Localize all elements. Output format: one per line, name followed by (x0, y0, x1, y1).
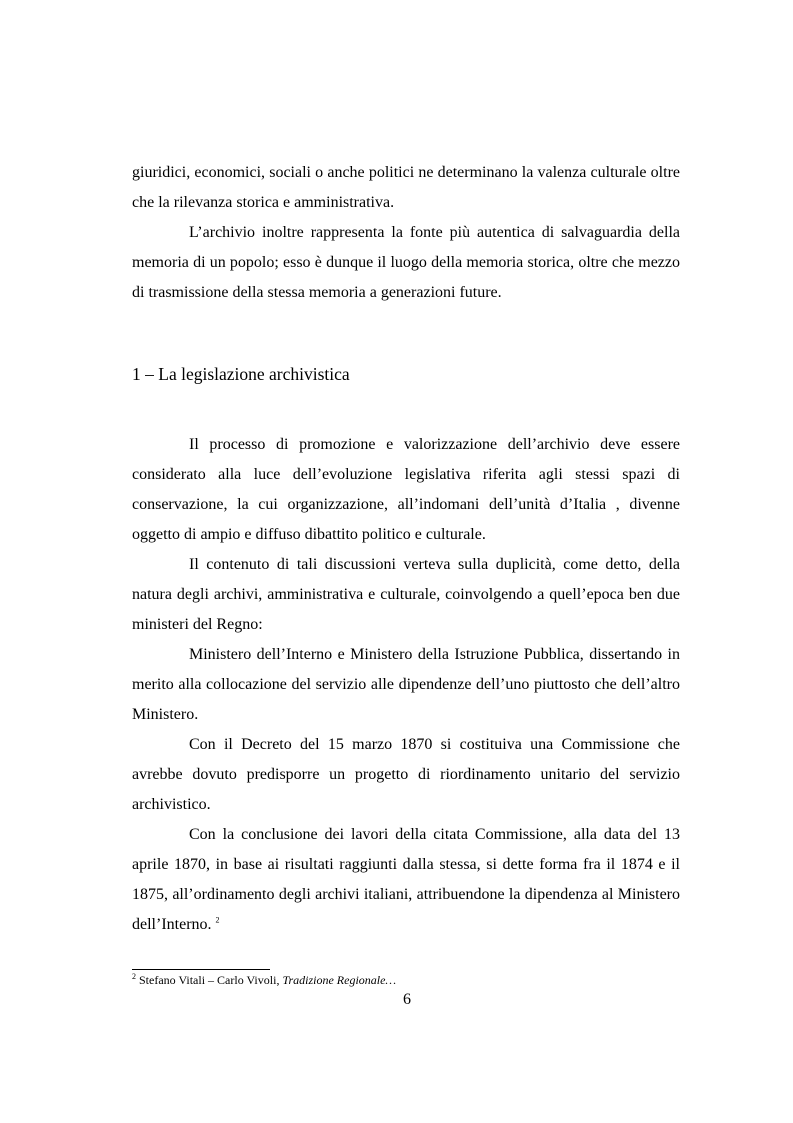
footnote-authors: Stefano Vitali – Carlo Vivoli, (136, 973, 283, 987)
section-heading: 1 – La legislazione archivistica (132, 364, 350, 384)
section-paragraph-3: Ministero dell’Interno e Ministero della Istruzione Pubblica, dissertando in merito alla collocazione del servizio alle dipendenze dell’uno piuttosto che dell’altro Ministero. (132, 646, 680, 723)
section-body (132, 430, 680, 940)
footnote-marker: 2 (132, 972, 136, 981)
footnote-title: Tradizione Regionale… (282, 973, 397, 987)
page-number: 6 (403, 991, 411, 1008)
footnote-divider (132, 969, 270, 970)
footnote (132, 973, 680, 987)
page-body (132, 158, 680, 940)
intro-paragraph-1: giuridici, economici, sociali o anche politici ne determinano la valenza culturale oltre che la rilevanza storica e amministrativa. (132, 164, 680, 211)
section-paragraph-5 (132, 820, 680, 940)
section-paragraph-5-text: Con la conclusione dei lavori della citata Commissione, alla data del 13 aprile 1870, in base ai risultati raggiunti dalla stessa, si dette forma fra il 1874 e il 1875, all’ordinamento degli archivi italiani, attribuendone la dipendenza al Ministero dell’Interno. (132, 826, 680, 933)
footnote-reference: 2 (215, 915, 220, 925)
intro-paragraph-2: L’archivio inoltre rappresenta la fonte più autentica di salvaguardia della memoria di un popolo; esso è dunque il luogo della memoria storica, oltre che mezzo di trasmissione della stessa memoria a generazioni future. (132, 224, 680, 301)
section-paragraph-1: Il processo di promozione e valorizzazione dell’archivio deve essere considerato alla luce dell’evoluzione legislativa riferita agli stessi spazi di conservazione, la cui organizzazione, all’indomani dell’unità d’Italia , divenne oggetto di ampio e diffuso dibattito politico e culturale. (132, 436, 680, 543)
section-paragraph-2: Il contenuto di tali discussioni verteva sulla duplicità, come detto, della natura degli archivi, amministrativa e culturale, coinvolgendo a quell’epoca ben due ministeri del Regno: (132, 556, 680, 633)
section-paragraph-4: Con il Decreto del 15 marzo 1870 si costituiva una Commissione che avrebbe dovuto predisporre un progetto di riordinamento unitario del servizio archivistico. (132, 736, 680, 813)
footnote-area (132, 969, 680, 987)
